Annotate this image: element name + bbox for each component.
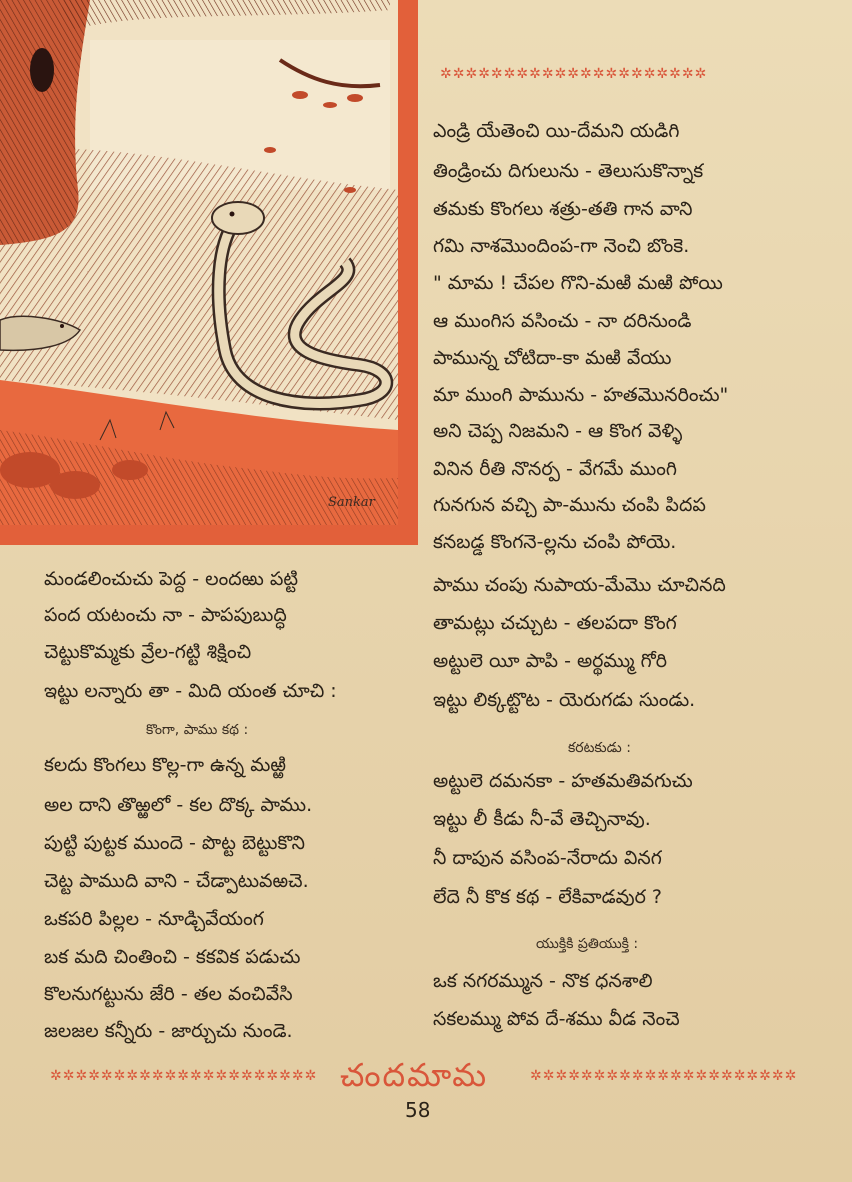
right-line-2: తిండ్రించు దిగులును - తెలుసుకొన్నాక	[433, 160, 704, 182]
right-line-20: లేదె నీ కొక కథ - లేకివాడవుర ?	[433, 886, 663, 908]
left-line-2: పంద యటంచు నా - పాపపుబుద్ధి	[44, 604, 287, 626]
right-line-14: తామట్లు చచ్చుట - తలపదా కొంగ	[433, 612, 677, 634]
right-line-16: ఇట్టు లిక్కట్టొట - యెరుగడు సుండు.	[433, 689, 696, 711]
left-line-7: పుట్టి పుట్టక ముందె - పొట్ట బెట్టుకొని	[44, 832, 305, 854]
ornament-border-top: ✲✲✲✲✲✲✲✲✲✲✲✲✲✲✲✲✲✲✲✲✲	[440, 66, 708, 82]
snake-mongoose-illustration	[0, 0, 418, 545]
right-line-17: అట్టులె దమనకా - హతమతివగుచు	[433, 770, 693, 792]
left-line-12: జలజల కన్నీరు - జార్చుచు నుండె.	[44, 1020, 293, 1042]
left-line-10: బక మది చింతించి - కకవిక పడుచు	[44, 946, 301, 968]
right-line-8: మా ముంగి పామును - హతమొనరించు"	[433, 384, 729, 406]
right-line-11: గునగున వచ్చి పా-మును చంపి పిదప	[433, 494, 706, 516]
left-line-5: కలదు కొంగలు కొల్ల-గా ఉన్న మఱ్ఱి	[44, 754, 286, 776]
right-line-15: అట్టులె యీ పాపి - అర్థమ్ము గోరి	[433, 650, 668, 672]
left-line-9: ఒకపరి పిల్లల - నూడ్చివేయంగ	[44, 908, 264, 930]
illustration-signature: Sankar	[328, 495, 375, 510]
right-line-19: నీ దాపున వసింప-నేరాదు వినగ	[433, 847, 662, 869]
ornament-border-bottom-right: ✲✲✲✲✲✲✲✲✲✲✲✲✲✲✲✲✲✲✲✲✲	[530, 1068, 798, 1084]
ornament-border-bottom-left: ✲✲✲✲✲✲✲✲✲✲✲✲✲✲✲✲✲✲✲✲✲	[50, 1068, 318, 1084]
right-line-13: పాము చంపు నుపాయ-మేమొ చూచినది	[433, 574, 726, 596]
right-line-6: ఆ ముంగిస వసించు - నా దరినుండి	[433, 310, 692, 332]
page-number: 58	[405, 1098, 431, 1122]
right-line-18: ఇట్టు లీ కీడు నీ-వే తెచ్చినావు.	[433, 808, 651, 830]
right-line-22: సకలమ్ము పోవ దే-శము వీడ నెంచె	[433, 1008, 680, 1030]
right-line-7: పామున్న చోటిదా-కా మఱి వేయు	[433, 347, 672, 369]
right-line-1: ఎండ్రి యేతెంచి యి-దేమని యడిగి	[433, 120, 680, 142]
left-line-4: ఇట్టు లన్నారు తా - మిది యంత చూచి :	[44, 680, 337, 702]
magazine-title: చందమామ	[340, 1056, 489, 1094]
left-line-3: చెట్టుకొమ్మకు వ్రేల-గట్టి శిక్షించి	[44, 641, 252, 663]
heading-yukthiki: యుక్తికి ప్రతియుక్తి :	[536, 936, 639, 952]
right-line-3: తమకు కొంగలు శత్రు-తతి గాన వాని	[433, 198, 693, 220]
right-line-4: గమి నాశమొందింప-గా నెంచి బొంకె.	[433, 235, 690, 257]
left-line-8: చెట్ట పాముది వాని - చేడ్పాటువఱచె.	[44, 870, 309, 892]
right-line-21: ఒక నగరమ్మున - నొక ధనశాలి	[433, 970, 653, 992]
illustration-drawing	[0, 0, 418, 545]
left-line-11: కొలనుగట్టును జేరి - తల వంచివేసి	[44, 983, 293, 1005]
right-line-10: వినిన రీతి నొనర్ప - వేగమే ముంగి	[433, 458, 677, 480]
left-line-1: మండలించుచు పెద్ద - లందఱు పట్టి	[44, 568, 299, 590]
right-line-5: " మామ ! చేపల గొని-మఱి మఱి పోయి	[433, 272, 723, 294]
left-line-6: అల దాని తొఱ్ఱలో - కల దొక్క పాము.	[44, 794, 313, 816]
right-line-9: అని చెప్ప నిజమని - ఆ కొంగ వెళ్ళి	[433, 420, 683, 442]
heading-konga-pamu: కొంగా, పాము కథ :	[146, 722, 249, 738]
heading-karatakudu: కరటకుడు :	[568, 740, 631, 756]
right-line-12: కనబడ్డ కొంగనె-ల్లను చంపి పోయె.	[433, 531, 677, 553]
